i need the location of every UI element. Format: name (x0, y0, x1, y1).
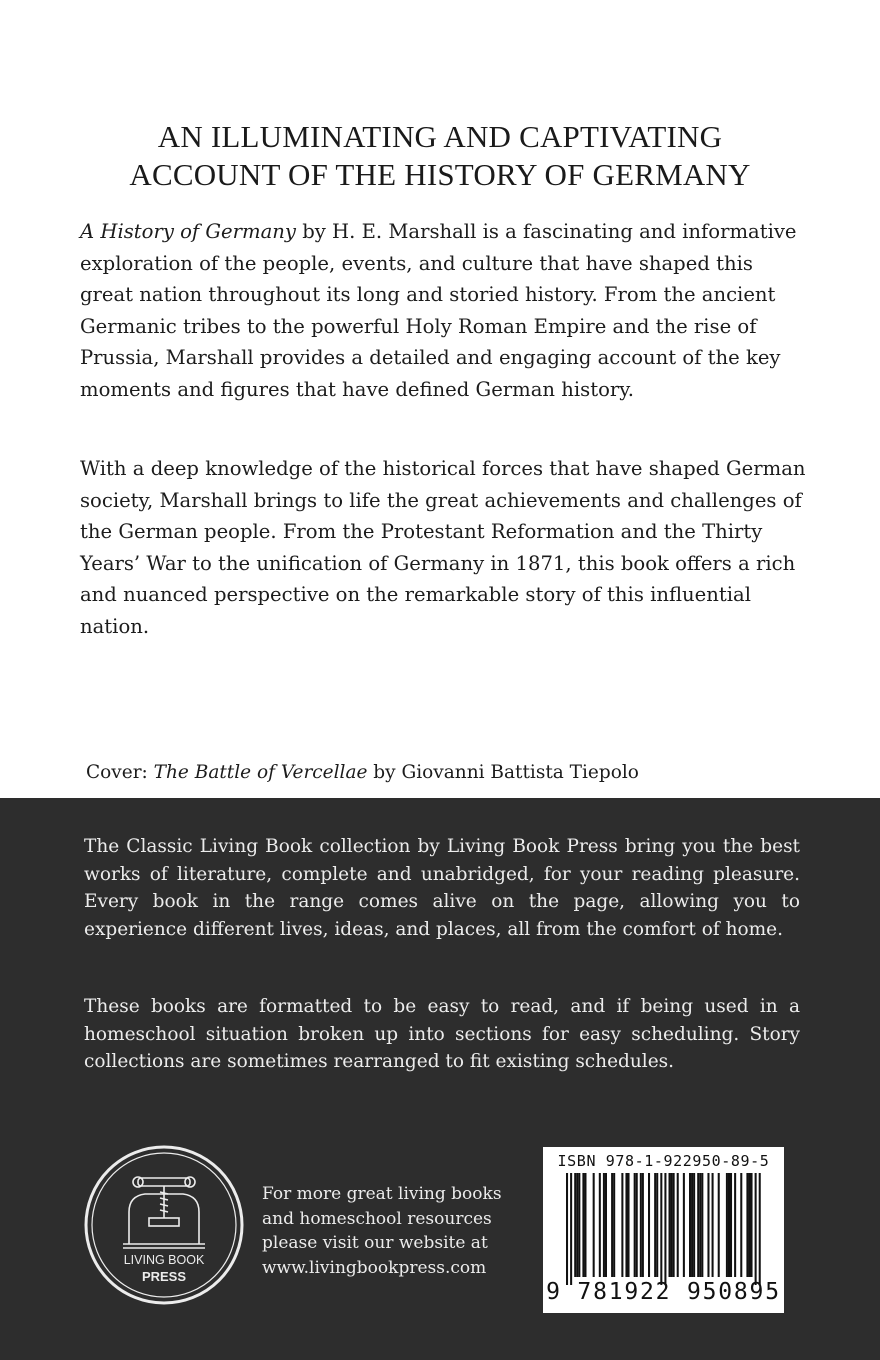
printing-press-icon (123, 1177, 205, 1248)
website-promo (262, 1182, 522, 1280)
book-title: A History of Germany (80, 220, 296, 243)
barcode-bar (576, 1173, 578, 1277)
barcode-bar (621, 1173, 623, 1277)
barcode-bar (634, 1173, 636, 1277)
barcode-bar (605, 1173, 607, 1277)
barcode-bar (701, 1173, 703, 1277)
barcode-bar (582, 1173, 584, 1277)
barcode-bar (683, 1173, 685, 1277)
barcode-bar (718, 1173, 720, 1277)
description-paragraph-2: With a deep knowledge of the historical forces that have shaped German society, Marshall brings to life the great achievements and challenges of the German people. From the Protestant Reformation and the Thirty Years’ War to the unification of Germany in 1871, this book offers a rich and nuanced perspective on the remarkable story of this influential nation. (80, 457, 806, 638)
promo-line-1: For more great living books (262, 1184, 502, 1204)
barcode-bar (660, 1173, 662, 1285)
description-paragraph-1-text: by H. E. Marshall is a fascinating and informative exploration of the people, events, and culture that have shaped this great nation throughout its long and storied history. From the ancient Germanic tribes to the powerful Holy Roman Empire and the rise of Prussia, Marshall provides a detailed and engaging account of the key moments and figures that have defined German history. (80, 220, 797, 401)
barcode-bar (740, 1173, 742, 1277)
barcode-bar (751, 1173, 753, 1277)
barcode-bar (677, 1173, 679, 1277)
publisher-blurb-paragraph-1: The Classic Living Book collection by Living Book Press bring you the best works of literature, complete and unabridged, for your reading pleasure. Every book in the range comes alive on the page, allowing you to experience different lives, ideas, and places, all from the comfort of home. (84, 836, 800, 940)
barcode-bar (755, 1173, 757, 1285)
barcode-bar (728, 1173, 730, 1277)
barcode-bar (699, 1173, 701, 1277)
isbn-barcode (543, 1147, 784, 1313)
barcode-bar (611, 1173, 613, 1277)
barcode-bar (636, 1173, 638, 1277)
barcode-bar (593, 1173, 595, 1277)
barcode-bar (654, 1173, 656, 1277)
barcode-bar (664, 1173, 666, 1285)
barcode-digits: 9 781922 950895 (546, 1279, 781, 1305)
cover-credit (86, 760, 806, 786)
barcode-bar (566, 1173, 568, 1285)
barcode-bar (669, 1173, 671, 1277)
barcode-bar (689, 1173, 691, 1277)
barcode-bar (628, 1173, 630, 1277)
publisher-blurb-paragraph-2: These books are formatted to be easy to read, and if being used in a homeschool situation broken up into sections for easy scheduling. Story collections are sometimes rearranged to fit existing schedules. (84, 996, 800, 1072)
logo-text-line-2: PRESS (141, 1269, 187, 1284)
barcode-bar (648, 1173, 650, 1277)
logo-graphic (83, 1140, 245, 1310)
isbn-label: ISBN 978-1-922950-89-5 (557, 1152, 770, 1170)
barcode-bar (613, 1173, 615, 1277)
barcode-bar (726, 1173, 728, 1277)
barcode-bar (578, 1173, 580, 1277)
headline-line-1: AN ILLUMINATING AND CAPTIVATING (157, 119, 723, 154)
living-book-press-logo (83, 1140, 245, 1310)
description-paragraph-1 (80, 216, 808, 405)
barcode-bar (746, 1173, 748, 1277)
barcode-bar (734, 1173, 736, 1277)
cover-artwork-title: The Battle of Vercellae (153, 762, 368, 783)
headline (0, 118, 880, 194)
barcode-bar (671, 1173, 673, 1277)
barcode-bar (584, 1173, 586, 1277)
promo-line-3: please visit our website at (262, 1233, 488, 1253)
barcode-bar (642, 1173, 644, 1277)
barcode-bar (712, 1173, 714, 1277)
barcode-bar (673, 1173, 675, 1277)
barcode-bar (693, 1173, 695, 1277)
barcode-bar (707, 1173, 709, 1277)
barcode-bar (574, 1173, 576, 1277)
barcode-bar (603, 1173, 605, 1277)
promo-line-2: and homeschool resources (262, 1208, 492, 1229)
website-url: www.livingbookpress.com (262, 1257, 487, 1278)
barcode-bar (599, 1173, 601, 1277)
barcode-bar (691, 1173, 693, 1277)
logo-text-line-1: LIVING BOOK (123, 1253, 205, 1267)
barcode-bar (759, 1173, 761, 1285)
barcode-bar (730, 1173, 732, 1277)
barcode-bar (625, 1173, 627, 1277)
barcode-bar (656, 1173, 658, 1277)
cover-credit-artist: by Giovanni Battista Tiepolo (367, 762, 639, 783)
barcode-bar (570, 1173, 572, 1285)
barcode-bar (748, 1173, 750, 1277)
headline-line-2: ACCOUNT OF THE HISTORY OF GERMANY (129, 157, 751, 192)
barcode-bar (640, 1173, 642, 1277)
barcode-bar (697, 1173, 699, 1277)
cover-credit-prefix: Cover: (86, 762, 154, 783)
